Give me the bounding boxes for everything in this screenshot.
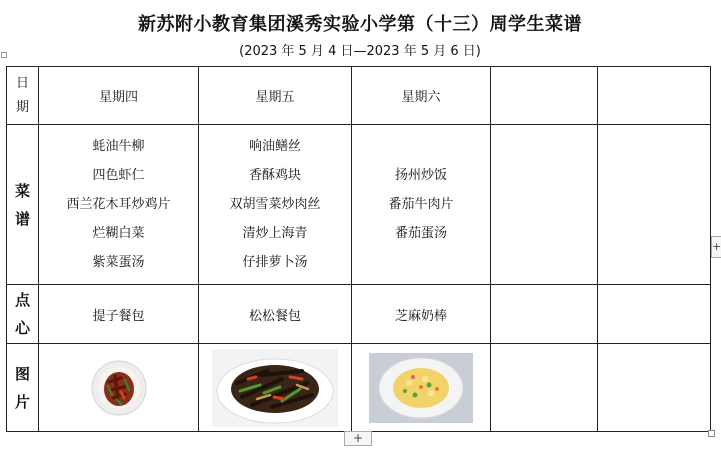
table-resize-handle[interactable] xyxy=(708,430,715,437)
day-header-saturday: 星期六 xyxy=(352,67,491,125)
stir-fried-beef-photo[interactable] xyxy=(91,360,147,416)
menu-row xyxy=(7,125,711,285)
date-row xyxy=(7,67,711,125)
stir-fried-eel-photo[interactable] xyxy=(212,349,338,427)
empty-menu-cell xyxy=(598,125,711,285)
dishes-saturday xyxy=(352,125,491,285)
dish-item: 香酥鸡块 xyxy=(248,168,301,183)
day-header-friday: 星期五 xyxy=(199,67,352,125)
dish-item: 响油鳝丝 xyxy=(248,139,301,154)
photo-cell-friday xyxy=(199,344,352,432)
dish-item: 紫菜蛋汤 xyxy=(92,255,145,270)
photo-cell-thursday xyxy=(39,344,199,432)
dish-item: 番茄蛋汤 xyxy=(394,226,447,241)
empty-snack-cell xyxy=(491,285,598,344)
dish-item: 扬州炒饭 xyxy=(394,168,447,183)
dish-item: 双胡雪菜炒肉丝 xyxy=(229,197,321,212)
page-title: 新苏附小教育集团溪秀实验小学第（十三）周学生菜谱 xyxy=(138,14,582,35)
dishes-thursday xyxy=(39,125,199,285)
snack-saturday: 芝麻奶棒 xyxy=(352,285,491,344)
dish-item: 仔排萝卜汤 xyxy=(242,255,308,270)
empty-header-cell xyxy=(491,67,598,125)
dish-item: 清炒上海青 xyxy=(242,226,308,241)
empty-header-cell xyxy=(598,67,711,125)
fried-rice-photo[interactable] xyxy=(369,353,473,423)
add-column-button[interactable]: + xyxy=(711,236,721,258)
add-row-button[interactable]: + xyxy=(344,431,372,446)
empty-menu-cell xyxy=(491,125,598,285)
dish-item: 烂糊白菜 xyxy=(92,226,145,241)
snack-friday: 松松餐包 xyxy=(199,285,352,344)
dish-item: 西兰花木耳炒鸡片 xyxy=(66,197,171,212)
day-header-thursday: 星期四 xyxy=(39,67,199,125)
menu-table xyxy=(6,66,711,432)
date-range: (2023 年 5 月 4 日—2023 年 5 月 6 日) xyxy=(239,44,481,59)
photo-cell-saturday xyxy=(352,344,491,432)
row-label-menu: 菜 谱 xyxy=(7,125,39,285)
dishes-friday xyxy=(199,125,352,285)
row-label-snack: 点 心 xyxy=(7,285,39,344)
row-label-date: 日 期 xyxy=(7,67,39,125)
photo-row xyxy=(7,344,711,432)
snack-row xyxy=(7,285,711,344)
dish-item: 四色虾仁 xyxy=(92,168,145,183)
table-move-handle[interactable] xyxy=(1,52,7,58)
empty-photo-cell xyxy=(491,344,598,432)
row-label-photo: 图 片 xyxy=(7,344,39,432)
empty-photo-cell xyxy=(598,344,711,432)
snack-thursday: 提子餐包 xyxy=(39,285,199,344)
dish-item: 番茄牛肉片 xyxy=(388,197,454,212)
dish-item: 蚝油牛柳 xyxy=(92,139,145,154)
empty-snack-cell xyxy=(598,285,711,344)
